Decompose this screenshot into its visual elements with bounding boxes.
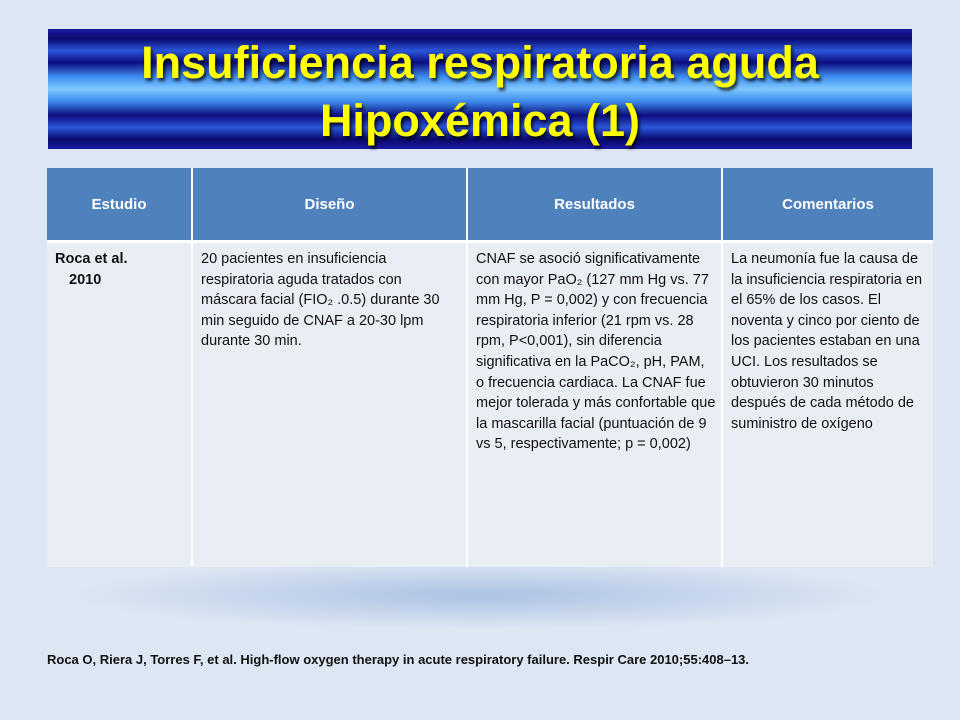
header-resultados: Resultados <box>467 168 722 242</box>
estudio-author: Roca et al. <box>55 251 128 267</box>
slide-title-line2: Hipoxémica (1) <box>319 95 641 146</box>
cell-resultados: CNAF se asoció significativamente con mayor PaO₂ (127 mm Hg vs. 77 mm Hg, P = 0,002) y con frecuencia respiratoria inferior (21 rpm vs. 28 rpm, P<0,001), sin diferencia significativa en la PaCO₂, pH, PAM, o frecuencia cardiaca. La CNAF fue mejor tolerada y más confortable que la mascarilla facial (puntuación de 9 vs 5, respectivamente; p = 0,002) <box>467 242 722 568</box>
reference-citation: Roca O, Riera J, Torres F, et al. High-flow oxygen therapy in acute respiratory failure. Respir Care 2010;55:408–13. <box>47 652 750 667</box>
slide-title-line1: Insuficiencia respiratoria aguda <box>141 37 819 88</box>
header-comentarios: Comentarios <box>722 168 933 242</box>
table-header-row <box>47 168 933 242</box>
title-banner <box>48 29 912 149</box>
header-diseno: Diseño <box>192 168 467 242</box>
table-row <box>47 242 933 568</box>
cell-diseno: 20 pacientes en insuficiencia respiratoria aguda tratados con máscara facial (FIO₂ .0.5) durante 30 min seguido de CNAF a 20-30 lpm durante 30 min. <box>192 242 467 568</box>
cell-estudio <box>47 242 192 568</box>
study-table <box>47 168 933 567</box>
estudio-year: 2010 <box>69 271 102 288</box>
cell-comentarios: La neumonía fue la causa de la insuficiencia respiratoria en el 65% de los casos. El noventa y cinco por ciento de los pacientes estaban en una UCI. Los resultados se obtuvieron 30 minutos después de cada método de suministro de oxígeno <box>722 242 933 568</box>
background-glow <box>70 560 890 630</box>
header-estudio: Estudio <box>47 168 192 242</box>
